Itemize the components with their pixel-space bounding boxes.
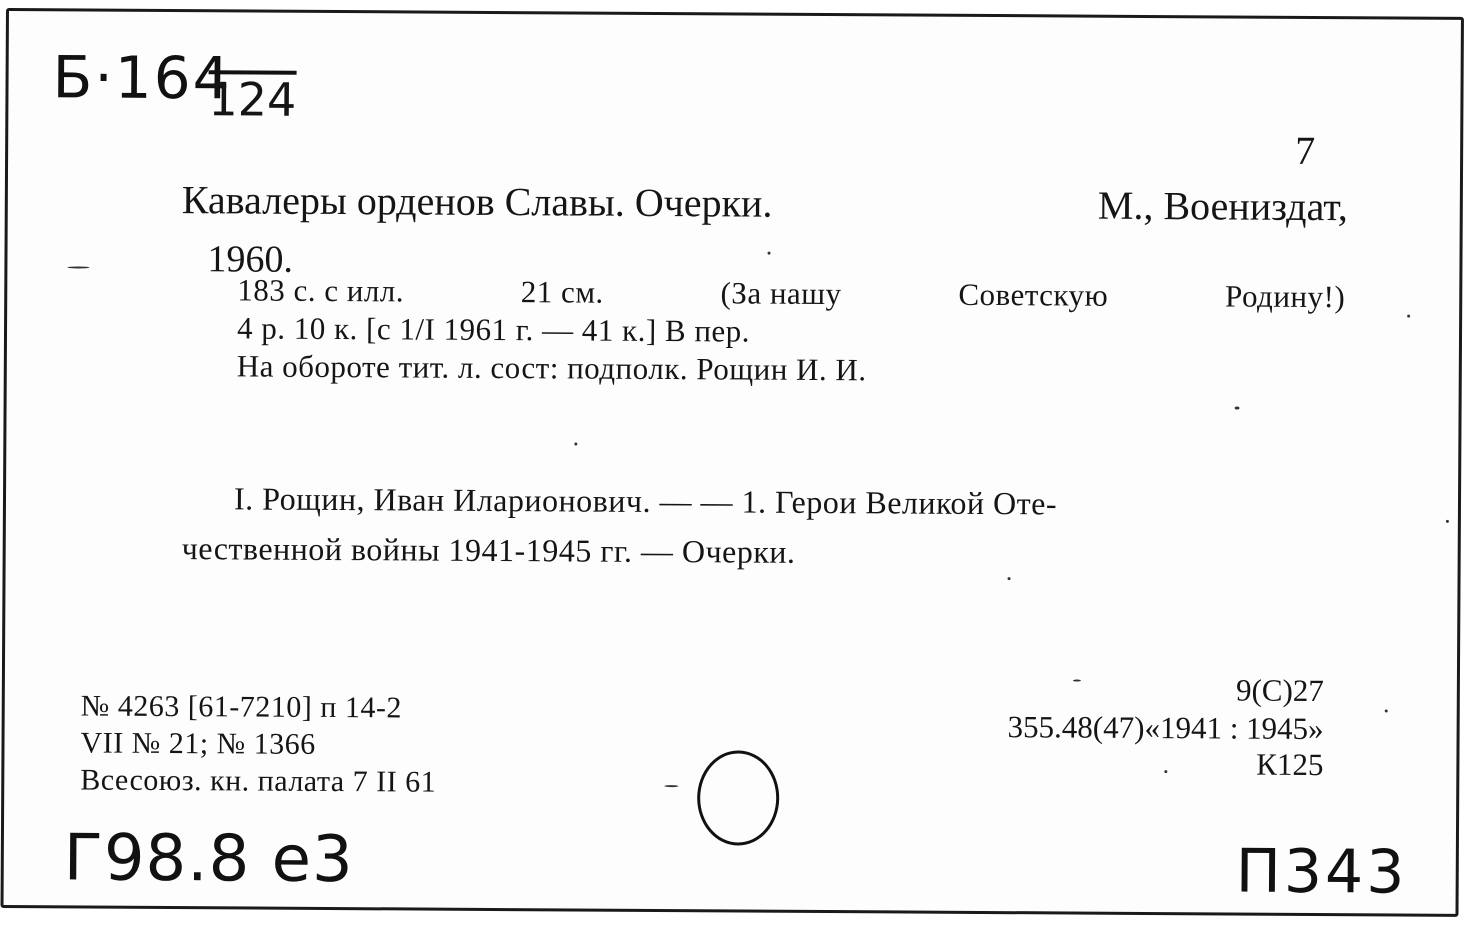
- price-line: 4 р. 10 к. [с 1/I 1961 г. — 41 к.] В пер.: [236, 310, 751, 349]
- ink-speck: [1073, 680, 1081, 682]
- ink-speck: [1446, 520, 1449, 523]
- udc-code: 355.48(47)«1941 : 1945»: [1007, 709, 1324, 747]
- physical-description: [237, 272, 1346, 315]
- publication-year: 1960.: [207, 238, 294, 281]
- series-part-b: Советскую: [958, 276, 1109, 313]
- ink-speck: [1385, 709, 1388, 712]
- page-count: 183 с. с илл.: [237, 272, 405, 309]
- series-part-c: Родину!): [1224, 278, 1346, 315]
- registration-volume: VII № 21; № 1366: [80, 726, 316, 761]
- series-part-a: (За нашу: [720, 275, 842, 312]
- book-size: 21 см.: [520, 274, 604, 310]
- ink-speck: [1235, 407, 1240, 410]
- card-number: 7: [1295, 127, 1316, 173]
- book-title: Кавалеры орденов Славы. Очерки.: [181, 177, 773, 226]
- ink-speck: [574, 442, 577, 445]
- ink-speck: [768, 252, 771, 255]
- registration-chamber: Всесоюз. кн. палата 7 II 61: [80, 763, 437, 799]
- ink-speck: [1407, 315, 1410, 318]
- ink-speck: [1008, 577, 1011, 580]
- subject-heading-2: чественной войны 1941-1945 гг. — Очерки.: [181, 530, 796, 570]
- author-mark: К125: [1256, 746, 1324, 783]
- handwritten-shelf-fraction: 124: [208, 72, 297, 127]
- classification-code: 9(С)27: [1235, 672, 1324, 709]
- catalog-card: [1, 8, 1464, 917]
- punch-hole-circle: [697, 750, 780, 845]
- compiler-note: На обороте тит. л. сост: подполк. Рощин И. И.: [236, 348, 867, 388]
- subject-heading-1: I. Рощин, Иван Иларионович. — — 1. Герои Великой Оте-: [233, 480, 1058, 522]
- handwritten-code: П343: [1235, 836, 1408, 908]
- ink-speck: [664, 785, 678, 787]
- title-line: [181, 177, 1348, 230]
- handwritten-index: Г98.8 е3: [63, 821, 354, 898]
- ink-speck: [1164, 770, 1167, 773]
- registration-number: № 4263 [61-7210] п 14-2: [80, 689, 402, 725]
- ink-speck: [67, 266, 89, 268]
- handwritten-shelf-mark: Б·164: [52, 43, 232, 113]
- book-imprint: М., Воениздат,: [1097, 182, 1348, 230]
